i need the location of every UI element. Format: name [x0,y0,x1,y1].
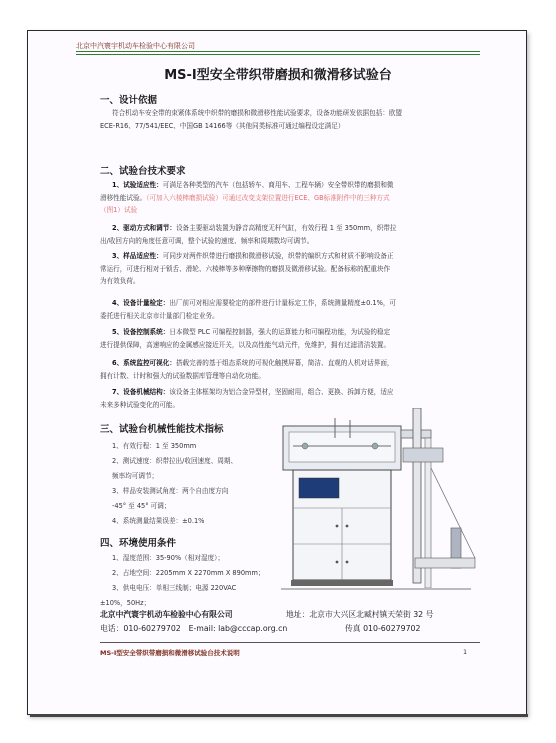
list-item: 频率均可调节； [112,472,159,480]
section-2-item-4 [100,297,480,322]
document-title: MS-Ⅰ型安全带织带磨损和微滑移试验台 [164,68,392,83]
footer-doc-title: MS-Ⅰ型安全带织带磨损和微滑移试验台技术说明 [100,649,240,657]
item-7-text: 该设备主体框架均为铝合金异型材，坚固耐用，组合、更换、拆卸方便，适应 [169,388,394,396]
item-5-text: 日本微型 PLC 可编程控制器，强大的运算能力和可编程功能，为试验的稳定 [169,328,391,336]
item-2-label: 2、驱动方式和调节： [112,224,176,232]
test-machine-illustration [275,408,480,598]
section-1-text [100,107,480,132]
section-2-item-2 [100,222,480,247]
item-6-label: 6、系统监控可视化： [112,359,176,367]
list-item: -45° 至 45° 可调； [112,502,171,510]
list-item: 3、供电电压：单相三线制；电源 220VAC [112,584,237,592]
footer-address: 地址：北京市大兴区北臧村镇天荣街 32 号 [286,610,434,619]
item-3-text2: 常运行，可进行相对于锁舌、滑轮、六棱棒等多种摩擦物的磨损及微滑移试验。配备标称的配重块作 [100,264,391,273]
footer-company: 北京中汽寰宇机动车检验中心有限公司 [100,610,233,619]
section-1-text-b: ECE-R16、77/541/EEC、中国GB 14166等（其他同类标准可通过编程设定满足） [100,121,345,130]
section-3-heading: 三、试验台机械性能技术指标 [100,424,224,435]
section-2-item-1 [100,179,480,217]
section-1-text-a: 符合机动车安全带的束紧体系统中织带的磨损和微滑移性能试验要求，设备功能研发依据包括：欧盟 [112,109,403,117]
list-item: 4、系统测量结果误差：±0.1% [112,517,205,525]
item-2-text: 设备主要驱动装置为静音高精度无杆气缸，有效行程 1 至 350mm，织带拉 [175,224,397,232]
footer-fax: 传真 010-60279702 [345,624,421,633]
item-5-label: 5、设备控制系统： [112,328,170,336]
item-7-label: 7、设备机械结构： [112,388,170,396]
page-number: 1 [463,648,468,656]
section-2-item-3 [100,250,480,288]
item-1-label: 1、试验适应性： [112,181,163,189]
section-2-item-6 [100,357,480,382]
page-shadow [30,714,528,717]
item-7-text2: 未来多种试验变化的可能。 [100,400,180,409]
list-item: 2、占地空间：2205mm X 2270mm X 890mm； [112,569,265,577]
item-4-label: 4、设备计量检定： [112,299,170,307]
item-3-label: 3、样品适应性： [112,252,163,260]
list-item: 1、有效行程：1 至 350mm [112,442,197,450]
item-3-text: 可同步对两件织带进行磨损和微滑移试验，织带的编织方式和材质不影响设备正 [162,252,394,260]
item-1-text2: 滑移性能试验。 [100,193,147,202]
item-5-text2: 进行提供保障，高速响应的金属感应接近开关，以及高性能气动元件，免维护，拥有过滤清洁装置。 [100,340,391,349]
item-4-text: 出厂前可对相应需要检定的部件进行计量标定工作，系统测量精度±0.1%，可 [169,299,397,307]
footer-rule [100,642,480,643]
list-item: ±10%，50Hz； [100,599,151,607]
section-2-item-5 [100,326,480,351]
item-6-text: 搭载完善的基于组态系统的可视化触摸屏幕，简洁、直观的人机对话界面， [175,359,394,367]
item-1-highlight2: （图1）试验 [100,206,138,214]
item-1-text: 可满足各种类型的汽车（包括轿车、商用车、工程车辆）安全带织带的磨损和微 [162,181,394,189]
header-rule [76,51,480,52]
section-1-heading: 一、设计依据 [100,95,158,106]
footer-contact: 电话：010-60279702 E-mail: lab@cccap.org.cn [100,624,288,633]
list-item: 1、湿度范围：35-90%（相对湿度）； [112,554,225,562]
section-4-heading: 四、环境使用条件 [100,538,177,549]
item-1-highlight: （可加入六棱棒磨损试验）可通过改变支架位置进行ECE、GB标准附件中的三种方式 [146,193,390,202]
section-3-list [112,439,237,529]
item-2-text2: 出/收回方向的角度任意可调，整个试验的速度、频率和周期数均可调节。 [100,236,314,245]
section-2-heading: 二、试验台技术要求 [100,166,186,177]
header-company: 北京中汽寰宇机动车检验中心有限公司 [76,42,195,50]
list-item: 3、样品安装测试角度：两个自由度方向 [112,487,229,495]
list-item: 2、测试速度：织带拉出/收回速度、周期、 [112,457,238,465]
header-rule-thin [76,54,480,55]
item-3-text3: 为有效负荷。 [100,277,140,285]
item-6-text2: 拥有计数、计时和强大的试验数据库管理等自动化功能。 [100,371,265,380]
item-4-text2: 委托进行相关北京市计量部门检定业务。 [100,311,219,320]
section-4-list [100,551,265,611]
